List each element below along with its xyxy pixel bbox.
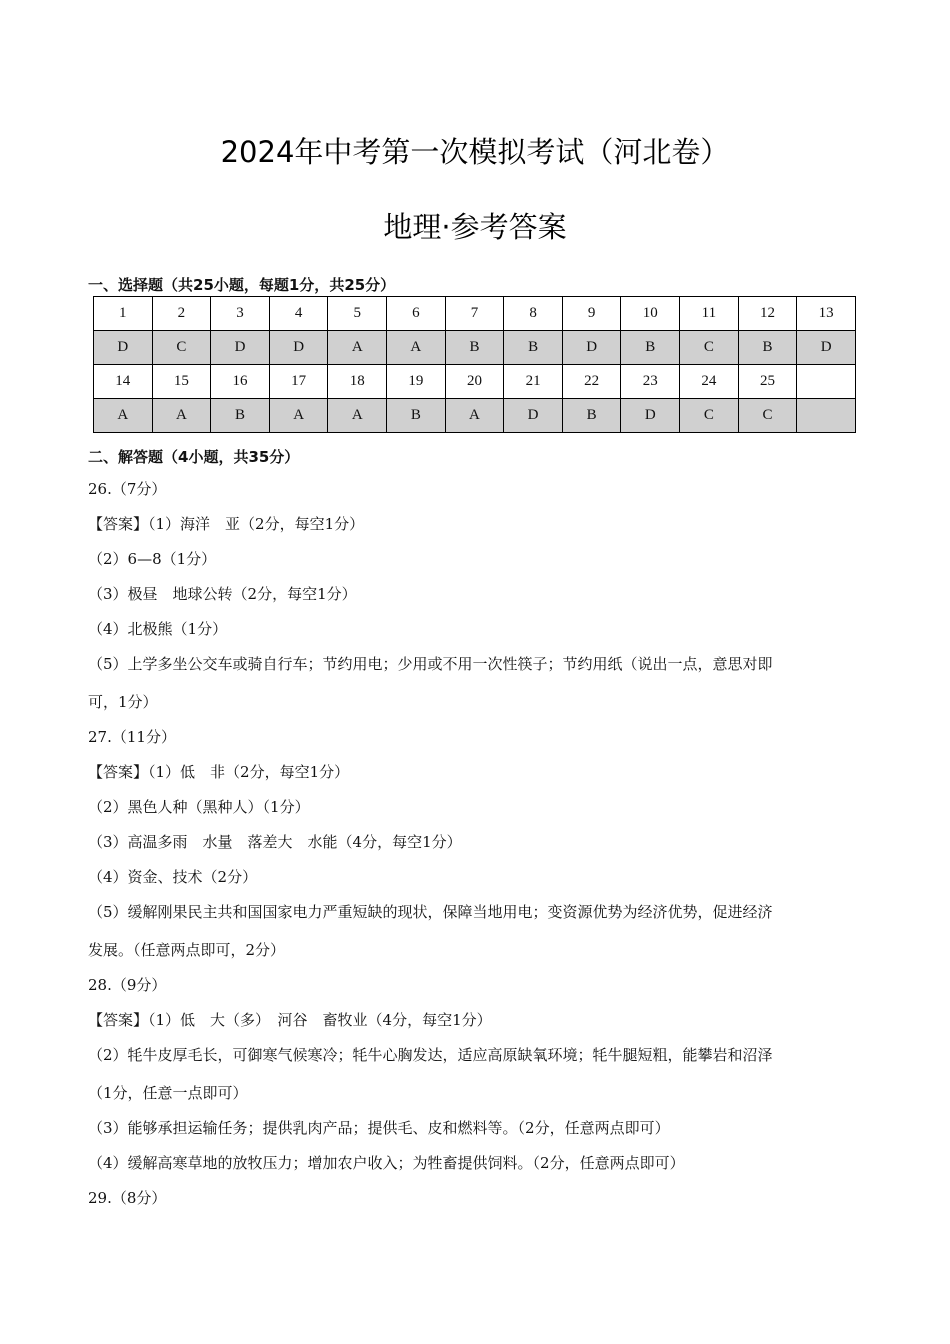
table-cell: B bbox=[445, 331, 504, 365]
table-row-question-numbers bbox=[94, 365, 856, 399]
table-cell: 12 bbox=[738, 297, 797, 331]
table-cell: A bbox=[328, 399, 387, 433]
answer-line: 29.（8分） bbox=[88, 1189, 167, 1207]
table-row-answers bbox=[94, 399, 856, 433]
table-cell: B bbox=[211, 399, 270, 433]
exam-subtitle: 地理·参考答案 bbox=[383, 210, 567, 244]
choice-answer-table bbox=[93, 296, 856, 433]
table-cell bbox=[797, 365, 856, 399]
table-cell: D bbox=[94, 331, 153, 365]
table-cell: 11 bbox=[680, 297, 739, 331]
table-cell: 5 bbox=[328, 297, 387, 331]
table-cell: 9 bbox=[562, 297, 621, 331]
table-cell bbox=[797, 399, 856, 433]
table-cell: D bbox=[504, 399, 563, 433]
section1-heading: 一、选择题（共25小题，每题1分，共25分） bbox=[88, 276, 396, 294]
table-cell: C bbox=[680, 331, 739, 365]
table-cell: 6 bbox=[387, 297, 446, 331]
table-cell: 17 bbox=[269, 365, 328, 399]
table-cell: 13 bbox=[797, 297, 856, 331]
answer-line: 28.（9分） bbox=[88, 976, 167, 994]
table-cell: 14 bbox=[94, 365, 153, 399]
table-cell: 24 bbox=[680, 365, 739, 399]
exam-title: 2024年中考第一次模拟考试（河北卷） bbox=[220, 135, 730, 169]
table-cell: 20 bbox=[445, 365, 504, 399]
table-cell: 8 bbox=[504, 297, 563, 331]
answer-line: （5）上学多坐公交车或骑自行车；节约用电；少用或不用一次性筷子；节约用纸（说出一点，意思对即 bbox=[88, 655, 773, 673]
table-cell: 16 bbox=[211, 365, 270, 399]
section2-heading: 二、解答题（4小题，共35分） bbox=[88, 448, 300, 466]
answer-line: （1分，任意一点即可） bbox=[88, 1084, 248, 1102]
answer-line: （4）北极熊（1分） bbox=[88, 620, 228, 638]
table-cell: 21 bbox=[504, 365, 563, 399]
table-cell: B bbox=[387, 399, 446, 433]
table-cell: B bbox=[562, 399, 621, 433]
table-cell: A bbox=[94, 399, 153, 433]
table-cell: 19 bbox=[387, 365, 446, 399]
answer-line: （2）黑色人种（黑种人）（1分） bbox=[88, 798, 310, 816]
answer-line: 【答案】（1）低 大（多） 河谷 畜牧业（4分，每空1分） bbox=[88, 1011, 492, 1029]
table-cell: D bbox=[562, 331, 621, 365]
table-cell: A bbox=[387, 331, 446, 365]
table-cell: 3 bbox=[211, 297, 270, 331]
table-cell: 7 bbox=[445, 297, 504, 331]
answer-line: （5）缓解刚果民主共和国国家电力严重短缺的现状，保障当地用电；变资源优势为经济优势，促进经济 bbox=[88, 903, 773, 921]
table-cell: B bbox=[738, 331, 797, 365]
table-cell: A bbox=[445, 399, 504, 433]
table-row-answers bbox=[94, 331, 856, 365]
table-cell: A bbox=[269, 399, 328, 433]
answer-line: （3）能够承担运输任务；提供乳肉产品；提供毛、皮和燃料等。（2分，任意两点即可） bbox=[88, 1119, 670, 1137]
answer-line: （4）缓解高寒草地的放牧压力；增加农户收入；为牲畜提供饲料。（2分，任意两点即可） bbox=[88, 1154, 685, 1172]
table-cell: 2 bbox=[152, 297, 211, 331]
table-cell: 4 bbox=[269, 297, 328, 331]
table-cell: 18 bbox=[328, 365, 387, 399]
table-cell: 23 bbox=[621, 365, 680, 399]
table-cell: 25 bbox=[738, 365, 797, 399]
table-cell: A bbox=[328, 331, 387, 365]
table-cell: C bbox=[738, 399, 797, 433]
answer-line: 26.（7分） bbox=[88, 480, 167, 498]
table-cell: 1 bbox=[94, 297, 153, 331]
table-cell: D bbox=[797, 331, 856, 365]
table-cell: D bbox=[211, 331, 270, 365]
table-cell: 10 bbox=[621, 297, 680, 331]
answer-line: （3）高温多雨 水量 落差大 水能（4分，每空1分） bbox=[88, 833, 462, 851]
table-cell: B bbox=[621, 331, 680, 365]
answer-line: 【答案】（1）低 非（2分，每空1分） bbox=[88, 763, 350, 781]
table-cell: 15 bbox=[152, 365, 211, 399]
table-cell: 22 bbox=[562, 365, 621, 399]
answer-line: 可，1分） bbox=[88, 693, 158, 711]
answer-line: （4）资金、技术（2分） bbox=[88, 868, 258, 886]
answer-line: （2）牦牛皮厚毛长，可御寒气候寒冷；牦牛心胸发达，适应高原缺氧环境；牦牛腿短粗，能攀岩和沼泽 bbox=[88, 1046, 773, 1064]
answer-line: （2）6—8（1分） bbox=[88, 550, 217, 568]
table-cell: D bbox=[621, 399, 680, 433]
answer-line: 【答案】（1）海洋 亚（2分，每空1分） bbox=[88, 515, 365, 533]
table-cell: D bbox=[269, 331, 328, 365]
answer-line: 27.（11分） bbox=[88, 728, 176, 746]
table-cell: A bbox=[152, 399, 211, 433]
table-cell: B bbox=[504, 331, 563, 365]
table-cell: C bbox=[680, 399, 739, 433]
table-cell: C bbox=[152, 331, 211, 365]
answer-lines bbox=[88, 478, 858, 1222]
answer-line: 发展。（任意两点即可，2分） bbox=[88, 941, 286, 959]
answer-line: （3）极昼 地球公转（2分，每空1分） bbox=[88, 585, 357, 603]
table-row-question-numbers bbox=[94, 297, 856, 331]
